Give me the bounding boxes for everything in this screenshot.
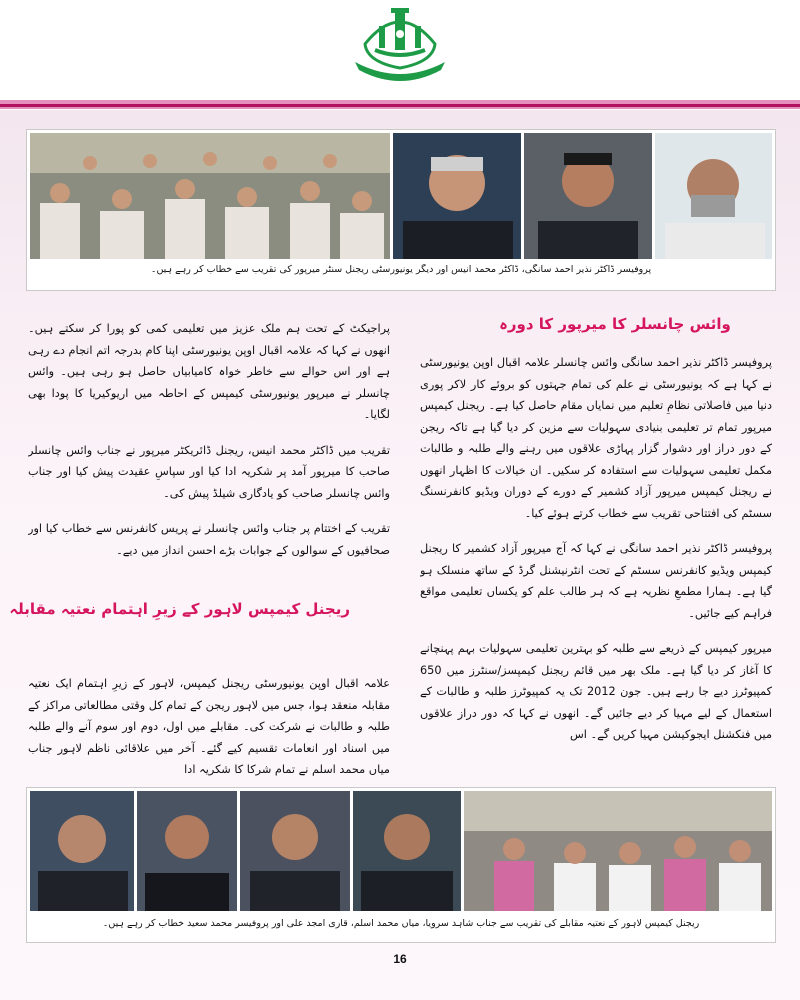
speaker-photo-2 <box>524 133 652 259</box>
article1-paragraph-2: پروفیسر ڈاکٹر نذیر احمد سانگی نے کہا کہ آج میرپور آزاد کشمیر کا ریجنل کیمپس ویڈیو کانفرنس سسٹم کے تحت انٹرنیشنل گرڈ کے ساتھ منسلک ہو گیا ہے۔ ہمارا مطمعِ نظریہ ہے کہ ہر طالب علم کو یکساں تعلیمی مواقع فراہم کیے جائیں۔ <box>420 542 772 620</box>
page-header <box>0 0 800 110</box>
top-photo-frame <box>26 129 776 291</box>
top-photo-caption: پروفیسر ڈاکٹر نذیر احمد سانگی، ڈاکٹر محمد انیس اور دیگر یونیورسٹی ریجنل سنٹر میرپور کی تقریب سے خطاب کر رہے ہیں۔ <box>150 264 652 275</box>
speaker-photo-1 <box>393 133 521 259</box>
speaker-photo-7 <box>353 791 461 911</box>
speaker-photo-4 <box>30 791 134 911</box>
article1-paragraph-1: پروفیسر ڈاکٹر نذیر احمد سانگی وائس چانسلر علامہ اقبال اوپن یونیورسٹی نے کہا ہے کہ یونیورسٹی نے علم کی تمام جہتوں کو بروئے کار لاکر پوری دنیا میں فاصلاتی نظامِ تعلیم میں نمایاں مقام حاصل کیا ہے۔ ریجنل کیمپس میرپور تمام تر تعلیمی بنیادی سہولیات سے مزین کر دیا گیا ہے تاکہ ریجن کے دور دراز اور دشوار گزار پہاڑی علاقوں میں رہنے والے طلبہ و طالبات مکمل تعلیمی سہولیات سے استفادہ کر سکیں۔ ان خیالات کا اظہار انھوں نے ریجنل کیمپس میرپور آزاد کشمیر کے دورے کے دوران ویڈیو کانفرنسنگ سسٹم کی افتتاحی تقریب سے خطاب کرتے ہوئے کیا۔ <box>420 356 772 520</box>
article1-left-column <box>28 318 390 568</box>
speaker-photo-6 <box>240 791 350 911</box>
speaker-photo-5 <box>137 791 237 911</box>
bottom-photo-caption: ریجنل کیمپس لاہور کے نعتیہ مقابلے کی تقریب سے جناب شاہد سرویا، میاں محمد اسلم، قاری امجد علی اور پروفیسر محمد سعید خطاب کر رہے ہیں۔ <box>102 918 700 929</box>
audience-photo <box>30 133 390 259</box>
article1-paragraph-4: پراجیکٹ کے تحت ہم ملک عزیز میں تعلیمی کمی کو پورا کر سکتے ہیں۔ انھوں نے کہا کہ علامہ اقبال اوپن یونیورسٹی اپنا کام بدرجہ اتم انجام دے رہی ہے اور اس حوالے سے خاطر خواہ کامیابیاں حاصل ہو رہی ہیں۔ وائس چانسلر نے میرپور یونیورسٹی کیمپس کے احاطہ میں اریوکیریا کا پودا بھی لگایا۔ <box>28 322 390 421</box>
bottom-photo-frame <box>26 787 776 943</box>
article1-paragraph-3: میرپور کیمپس کے ذریعے سے طلبہ کو بہترین تعلیمی سہولیات بہم پہنچانے کا آغاز کر دیا گیا ہے۔ ملک بھر میں قائم ریجنل کیمپسز/سنٹرز میں 650 کمپیوٹرز دیے جا رہے ہیں۔ جون 2012 تک یہ کمپیوٹرز طلبہ و طالبات کے استعمال کے لیے مہیا کر دیے جائیں گے۔ انھوں نے کہا کہ دور دراز علاقوں میں فنکشنل ایجوکیشن مہیا کریں گے۔ اس <box>420 642 772 741</box>
students-photo <box>464 791 772 911</box>
article1-paragraph-5: تقریب میں ڈاکٹر محمد انیس، ریجنل ڈائریکٹر میرپور نے جناب وائس چانسلر صاحب کا میرپور آمد پر شکریہ ادا کیا اور سپاسِ عقیدت پیش کیا اور جناب وائس چانسلر صاحب کو یادگاری شیلڈ پیش کی۔ <box>28 443 390 500</box>
article1-heading: وائس چانسلر کا میرپور کا دورہ <box>499 315 731 333</box>
article1-paragraph-6: تقریب کے اختتام پر جناب وائس چانسلر نے پریس کانفرنس سے خطاب کیا اور صحافیوں کے سوالوں کے جوابات بڑے احسن انداز میں دیے۔ <box>28 522 390 557</box>
speaker-photo-3 <box>655 133 772 259</box>
article2-heading: ریجنل کیمپس لاہور کے زیرِ اہتمام نعتیہ مقابلہ <box>9 600 350 618</box>
header-stripe-light-2 <box>0 107 800 109</box>
article1-right-column <box>420 352 772 777</box>
university-seal-icon <box>345 4 455 90</box>
article2-paragraph-1: علامہ اقبال اوپن یونیورسٹی ریجنل کیمپس، لاہور کے زیرِ اہتمام ایک نعتیہ مقابلہ منعقد ہوا، جس میں لاہور ریجن کے تمام کل وقتی مطالعاتی مراکز کے طلبہ و طالبات نے شرکت کی۔ مقابلے میں اول، دوم اور سوم آنے والے طلبہ میں اسناد اور انعامات تقسیم کیے گئے۔ آخر میں علاقائی ناظم لاہور جناب میاں محمد اسلم نے تمام شرکا کا شکریہ ادا <box>28 677 390 776</box>
page-number: 16 <box>393 952 407 966</box>
article2-column <box>28 673 390 783</box>
